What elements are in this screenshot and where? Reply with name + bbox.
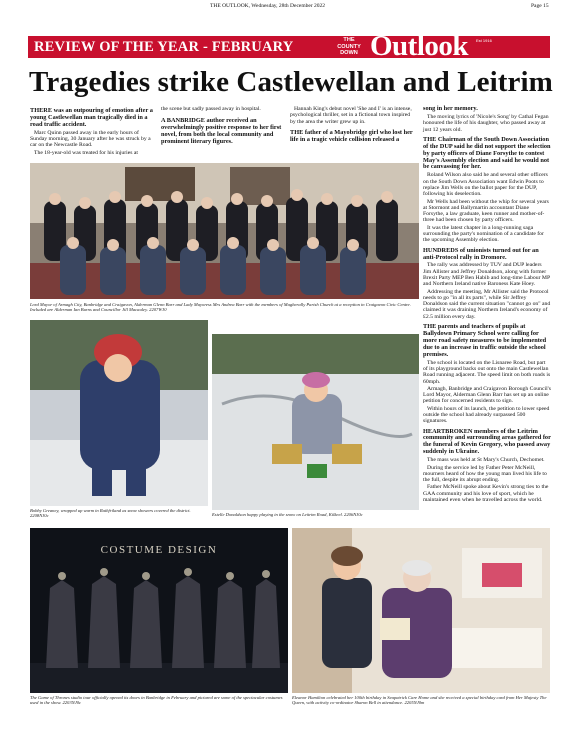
story-paragraph: The mass was held at St Mary's Church, Dechomet. xyxy=(427,457,545,464)
dateline: THE OUTLOOK, Wednesday, 28th December 2022 xyxy=(210,3,326,9)
group-photo-image xyxy=(30,163,419,299)
story-paragraph: the scene but sadly passed away in hospital. xyxy=(161,106,261,112)
story-lead: HEARTBROKEN members of the Leitrim community and surrounding areas gathered for the funeral of Kevin Gregory, who passed away suddenly in Ukraine. xyxy=(423,427,551,456)
story-lead: THE father of a Mayobridge girl who lost her life in a tragic vehicle collision released a xyxy=(290,128,413,143)
page-number: Page 15 xyxy=(531,3,549,9)
story-paragraph: Addressing the meeting, Mr Allister said the Protocol needs to go "in all its parts", while Sir Jeffrey Donaldson said the current situation "cannot go on" and claimed it was draining Northern Ireland's economy of £2.5 million every day. xyxy=(423,288,551,320)
masthead-line1: THE xyxy=(343,37,355,43)
section-banner xyxy=(28,36,326,58)
boy-snow-photo xyxy=(30,320,208,506)
masthead xyxy=(326,30,550,62)
story-paragraph: The school is located on the Lisnaree Road, but part of its playground backs out onto the main Castlewellan Road running adjacent. The speed limit on both roads is 60mph. xyxy=(423,359,551,385)
story-paragraph: It was the latest chapter in a long-running saga surrounding the party's nomination of a candidate for the upcoming Assembly election. xyxy=(423,224,544,244)
group-photo-caption: Lord Mayor of Armagh City, Banbridge and Craigavon, Alderman Glenn Barr and Lady Mayoress Mrs Andrea Barr with the members of Magherally Parish Church at a reception in Craigavon Civic Centre. Included are Alderman Ian Burns and Councillor Jill Macauley. 2207WJ0 xyxy=(30,302,411,313)
story-paragraph: The 18-year-old was treated for his injuries at xyxy=(34,149,138,156)
masthead-line2: COUNTY xyxy=(337,43,361,50)
article-col-1 xyxy=(30,106,157,157)
story-paragraph: Father McNeill spoke about Kevin's strong ties to the GAA community and his love of sport, which he maintained even when he travelled across the world. xyxy=(423,484,549,503)
section-title: REVIEW OF THE YEAR - FEBRUARY xyxy=(34,39,294,55)
eleanor-birthday-image xyxy=(292,528,550,693)
got-costume-caption: The Game of Thrones studio tour officially opened its doors in Banbridge in February and pictured are some of the spectacular costumes used in the show. 2203NJ0c xyxy=(30,695,283,706)
masthead-logo: Outlook xyxy=(370,30,469,62)
story-paragraph: Armagh, Banbridge and Craigavon Borough Council's Lord Mayor, Alderman Glenn Barr has set up an online petition for concerned residents to sign. xyxy=(423,385,551,405)
masthead-kicker xyxy=(334,37,364,57)
boy-snow-image xyxy=(30,320,208,506)
headline: Tragedies strike Castlewellan and Leitrim xyxy=(29,66,553,98)
story-paragraph: Hannah King's debut novel 'She and I' is an intense, psychological thriller, set in a fictional town inspired by the area the writer grew up in. xyxy=(290,106,412,125)
article-col-4 xyxy=(423,106,551,504)
story-paragraph: The moving lyrics of 'Nicole's Song' by Cathal Fegan honoured the life of his daughter, who passed away at just 12 years old. xyxy=(423,113,549,133)
group-photo xyxy=(30,163,419,299)
got-costume-photo xyxy=(30,528,288,693)
story-paragraph: During the service led by Father Peter McNeill, mourners heard of how the young man lived his life to the full, despite its abrupt ending. xyxy=(423,464,547,484)
story-paragraph: The rally was addressed by TUV and DUP leaders Jim Allister and Jeffrey Donaldson, along with former Brexit Party MEP Ben Habib and long-time Labour MP and Northern Ireland native Baroness Kate Hoey. xyxy=(423,262,550,288)
story-paragraph: Within hours of its launch, the petition to lower speed outside the school had already surpassed 500 signatures. xyxy=(423,405,550,425)
story-lead: song in her memory. xyxy=(423,105,478,112)
costume-design-sign: COSTUME DESIGN xyxy=(100,544,218,556)
story-lead: HUNDREDS of unionists turned out for an anti-Protocol rally in Dromore. xyxy=(423,246,539,261)
story-lead: A BANBRIDGE author received an overwhelmingly positive response to her first novel, from both the local community and prominent literary figures. xyxy=(161,117,282,146)
story-paragraph: Mr Wells had been without the whip for several years at Stormont and Ballymartin accountant Diane Forsythe, a law graduate, keen runner and mother-of-three had been chosen by party officers. xyxy=(423,198,549,224)
story-paragraph: Marc Quinn passed away in the early hours of Sunday morning, 30 January after he was struck by a car on the Newcastle Road. xyxy=(30,129,151,149)
article-col-3 xyxy=(290,106,417,145)
eleanor-birthday-caption: Eleanor Hamilton celebrated her 100th birthday in Seapatrick Care Home and she received a special birthday card from Her Majesty The Queen, with activity co-ordinator Sharon Bell in attendance. 2205NJ0m xyxy=(292,695,547,706)
masthead-line3: DOWN xyxy=(340,50,358,57)
girl-snow-image xyxy=(212,334,419,510)
girl-snow-photo xyxy=(212,334,419,510)
article-col-2 xyxy=(161,106,283,147)
story-paragraph: Roland Wilson also said he and several other officers on the South Down Association want Edwin Poots to replace Jim Wells on the ballot paper for the DUP, following his deselection. xyxy=(423,172,548,198)
story-lead: THERE was an outpouring of emotion after a young Castlewellan man tragically died in a road traffic accident. xyxy=(30,107,153,128)
boy-snow-caption: Bobby Greaney, wrapped up warm in Rathfriland as snow showers covered the district. 2208NJ0c xyxy=(30,508,191,519)
eleanor-birthday-photo xyxy=(292,528,550,693)
story-lead: THE Chairman of the South Down Association of the DUP said he did not support the selection by party officers of Diane Forsythe to contest May's Assembly election and said he would not be canvassing for her. xyxy=(423,135,551,171)
story-lead: THE parents and teachers of pupils at Ballydown Primary School were calling for more road safety measures to be implemented due to an increase in traffic outside the school premises. xyxy=(423,323,547,358)
girl-snow-caption: Estelle Donaldson happy playing in the snow on Leitrim Road, Kilkeel. 2206NJ0c xyxy=(212,512,363,517)
masthead-est: Est 1916 xyxy=(476,38,492,43)
